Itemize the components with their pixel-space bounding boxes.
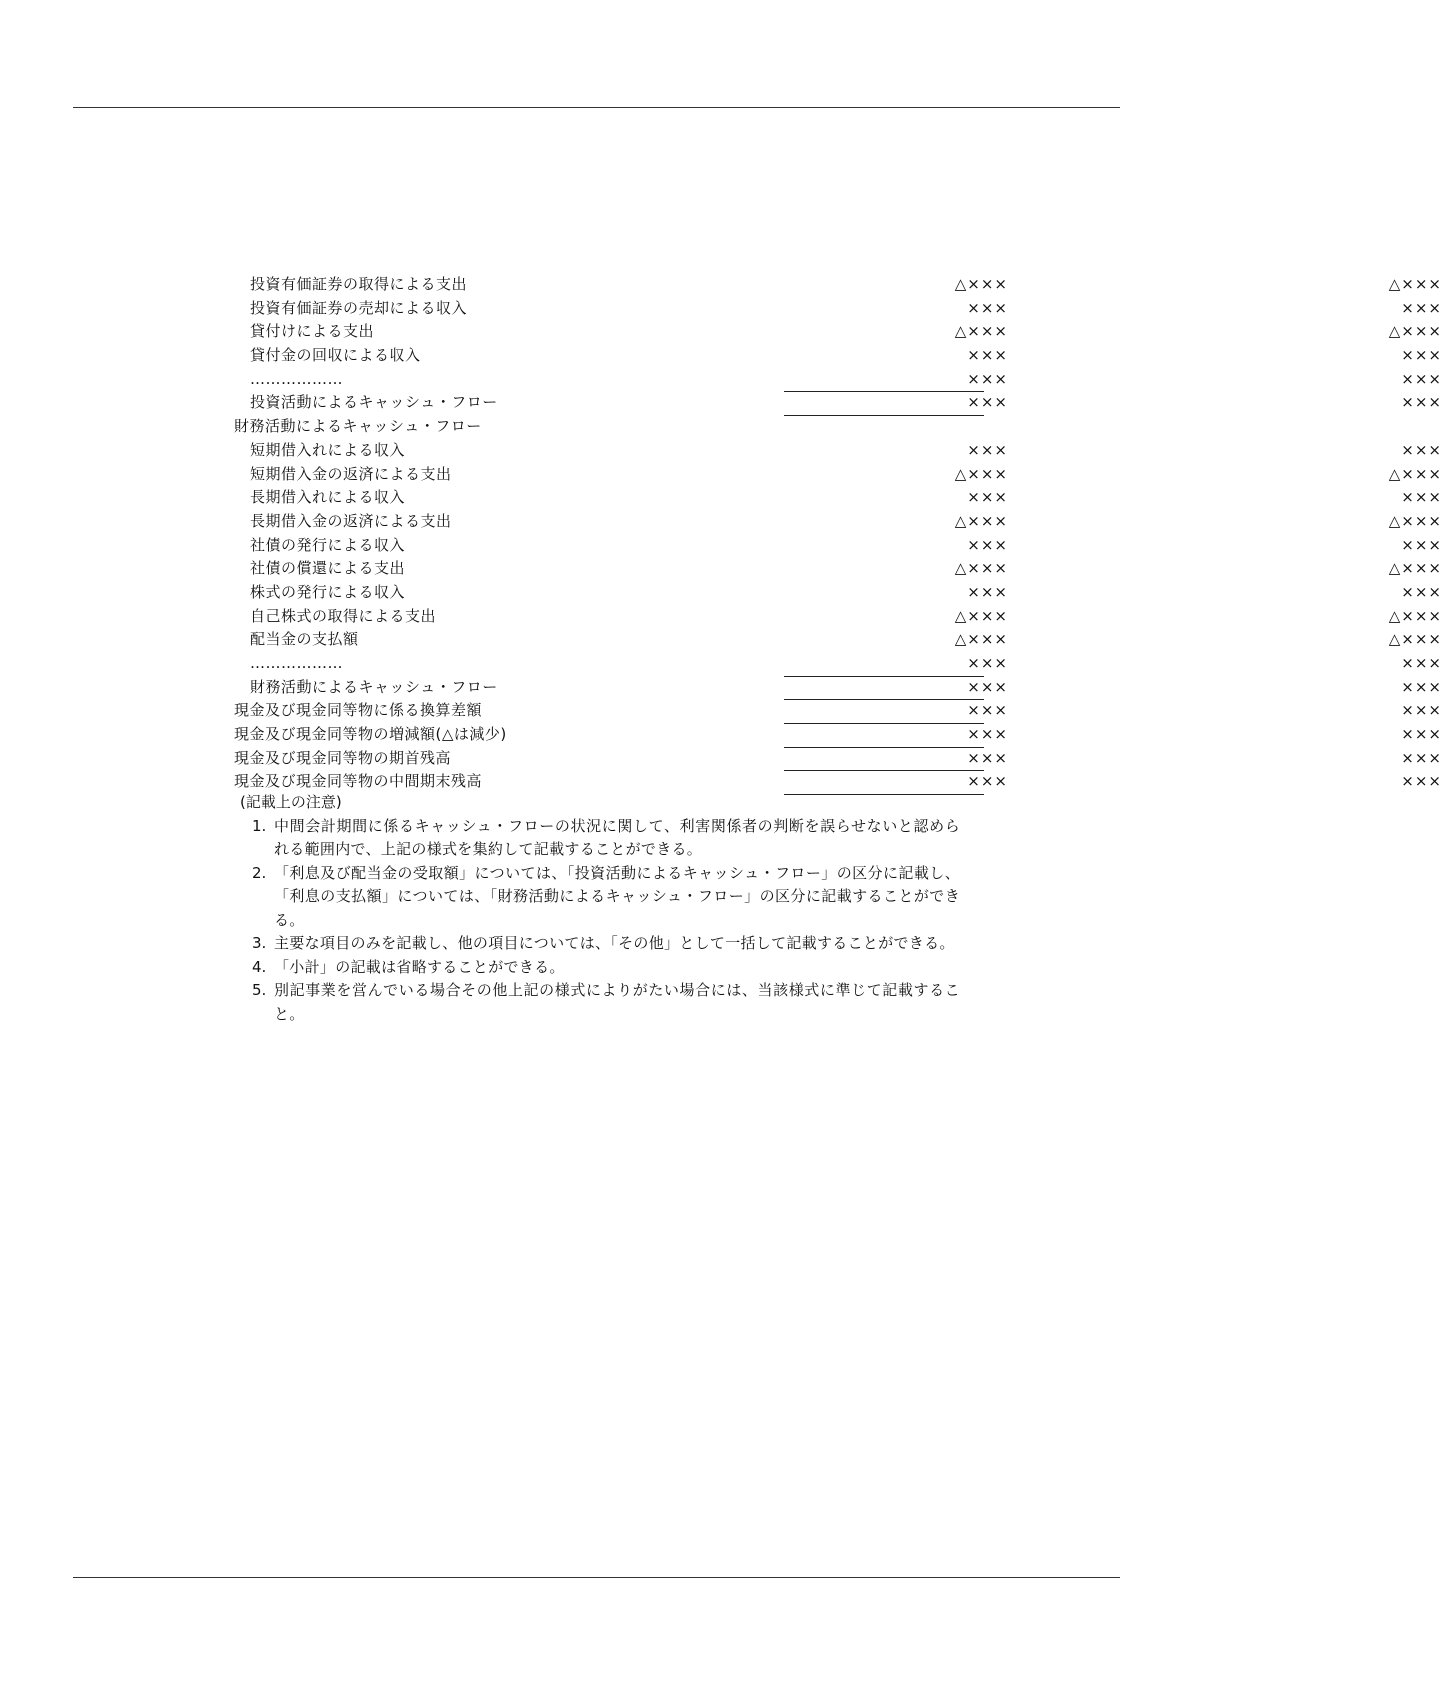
row-label: ……………… xyxy=(250,369,343,388)
row-label: ……………… xyxy=(250,654,343,672)
statement-row xyxy=(234,628,1442,652)
row-label: 財務活動によるキャッシュ・フロー xyxy=(250,677,498,696)
row-label: 短期借入れによる収入 xyxy=(250,440,406,459)
value-prior: ××× xyxy=(1401,748,1442,767)
statement-row xyxy=(234,273,1442,297)
statement-row xyxy=(234,510,1442,534)
value-prior: ××× xyxy=(1401,346,1442,365)
value-prior: ××× xyxy=(1401,582,1442,601)
value-prior: ××× xyxy=(1401,488,1442,507)
value-current: ××× xyxy=(967,725,1008,744)
row-label: 現金及び現金同等物に係る換算差額 xyxy=(234,701,483,720)
value-prior: ××× xyxy=(1401,393,1442,412)
note-number: 4. xyxy=(252,957,267,976)
row-label: 貸付金の回収による収入 xyxy=(250,346,421,365)
note-item xyxy=(240,815,960,862)
header-rule xyxy=(73,107,1120,108)
statement-row xyxy=(234,581,1442,605)
note-item xyxy=(240,956,960,980)
value-current: ××× xyxy=(967,772,1008,791)
notes-list xyxy=(240,815,960,1027)
value-current: ××× xyxy=(967,393,1008,412)
row-label: 現金及び現金同等物の期首残高 xyxy=(234,748,452,767)
value-current: △××× xyxy=(954,464,1008,483)
value-prior: ××× xyxy=(1401,298,1442,317)
row-label: 投資活動によるキャッシュ・フロー xyxy=(250,393,498,412)
row-label: 投資有価証券の売却による収入 xyxy=(250,298,468,317)
footer-rule xyxy=(73,1577,1120,1578)
value-current: ××× xyxy=(967,677,1008,696)
note-text: 「小計」の記載は省略することができる。 xyxy=(274,957,565,976)
statement-row xyxy=(234,415,934,439)
note-item xyxy=(240,862,960,933)
value-prior: △××× xyxy=(1388,606,1442,625)
row-label: 社債の発行による収入 xyxy=(250,535,406,554)
row-label: 短期借入金の返済による支出 xyxy=(250,464,452,483)
statement-row xyxy=(234,391,1442,415)
value-prior: ××× xyxy=(1401,701,1442,720)
statement-row xyxy=(234,534,1442,558)
value-prior: △××× xyxy=(1388,464,1442,483)
cash-flow-statement xyxy=(234,273,1442,794)
value-prior: ××× xyxy=(1401,440,1442,459)
value-current: △××× xyxy=(954,630,1008,649)
value-prior: ××× xyxy=(1401,369,1442,388)
note-text: 中間会計期間に係るキャッシュ・フローの状況に関して、利害関係者の判断を誤らせないと認められる範囲内で、上記の様式を集約して記載することができる。 xyxy=(274,816,960,858)
row-label: 長期借入金の返済による支出 xyxy=(250,511,452,530)
value-current: △××× xyxy=(954,559,1008,578)
note-number: 3. xyxy=(252,934,267,952)
row-label: 株式の発行による収入 xyxy=(250,582,406,601)
statement-row xyxy=(234,676,1442,700)
note-item xyxy=(240,932,960,956)
note-text: 別記事業を営んでいる場合その他上記の様式によりがたい場合には、当該様式に準じて記載すること。 xyxy=(274,981,960,1023)
value-current: △××× xyxy=(954,322,1008,341)
note-item xyxy=(240,979,960,1026)
statement-row xyxy=(234,320,1442,344)
statement-row xyxy=(234,605,1442,629)
statement-row xyxy=(234,297,1442,321)
statement-row xyxy=(234,747,1442,771)
statement-row xyxy=(234,463,1442,487)
note-number: 2. xyxy=(252,863,267,882)
statement-row xyxy=(234,486,1442,510)
statement-row xyxy=(234,723,1442,747)
statement-row xyxy=(234,557,1442,581)
value-prior: ××× xyxy=(1401,654,1442,672)
row-label: 現金及び現金同等物の中間期末残高 xyxy=(234,772,483,791)
note-text: 主要な項目のみを記載し、他の項目については、「その他」として一括して記載することができる。 xyxy=(274,934,955,952)
row-label: 長期借入れによる収入 xyxy=(250,488,406,507)
statement-row xyxy=(234,368,1442,392)
notes-section xyxy=(240,791,960,1026)
value-current: ××× xyxy=(967,701,1008,720)
value-current: ××× xyxy=(967,488,1008,507)
row-label: 社債の償還による支出 xyxy=(250,559,406,578)
row-label: 配当金の支払額 xyxy=(250,630,359,649)
row-label: 自己株式の取得による支出 xyxy=(250,606,437,625)
value-current: △××× xyxy=(954,511,1008,530)
note-number: 1. xyxy=(252,816,267,835)
value-prior: ××× xyxy=(1401,535,1442,554)
row-label: 貸付けによる支出 xyxy=(250,322,375,341)
statement-row xyxy=(234,439,1442,463)
statement-row xyxy=(234,699,1442,723)
value-prior: ××× xyxy=(1401,725,1442,744)
value-current: ××× xyxy=(967,535,1008,554)
value-current: ××× xyxy=(967,346,1008,365)
value-prior: △××× xyxy=(1388,322,1442,341)
value-current: ××× xyxy=(967,298,1008,317)
value-current: ××× xyxy=(967,748,1008,767)
row-label: 現金及び現金同等物の増減額(△は減少) xyxy=(234,725,507,744)
value-current: △××× xyxy=(954,275,1008,293)
value-prior: ××× xyxy=(1401,772,1442,791)
value-prior: ××× xyxy=(1401,677,1442,696)
value-current: ××× xyxy=(967,440,1008,459)
value-current: ××× xyxy=(967,582,1008,601)
row-label: 投資有価証券の取得による支出 xyxy=(250,275,468,293)
row-label: 財務活動によるキャッシュ・フロー xyxy=(234,417,482,436)
statement-row xyxy=(234,344,1442,368)
value-prior: △××× xyxy=(1388,559,1442,578)
note-number: 5. xyxy=(252,981,267,999)
value-prior: △××× xyxy=(1388,630,1442,649)
value-current: ××× xyxy=(967,369,1008,388)
value-prior: △××× xyxy=(1388,275,1442,293)
notes-heading: (記載上の注意) xyxy=(240,793,342,811)
value-current: △××× xyxy=(954,606,1008,625)
statement-row xyxy=(234,652,1442,676)
value-prior: △××× xyxy=(1388,511,1442,530)
note-text: 「利息及び配当金の受取額」については、「投資活動によるキャッシュ・フロー」の区分に記載し、「利息の支払額」については、「財務活動によるキャッシュ・フロー」の区分に記載することができる。 xyxy=(274,863,960,929)
value-current: ××× xyxy=(967,654,1008,672)
